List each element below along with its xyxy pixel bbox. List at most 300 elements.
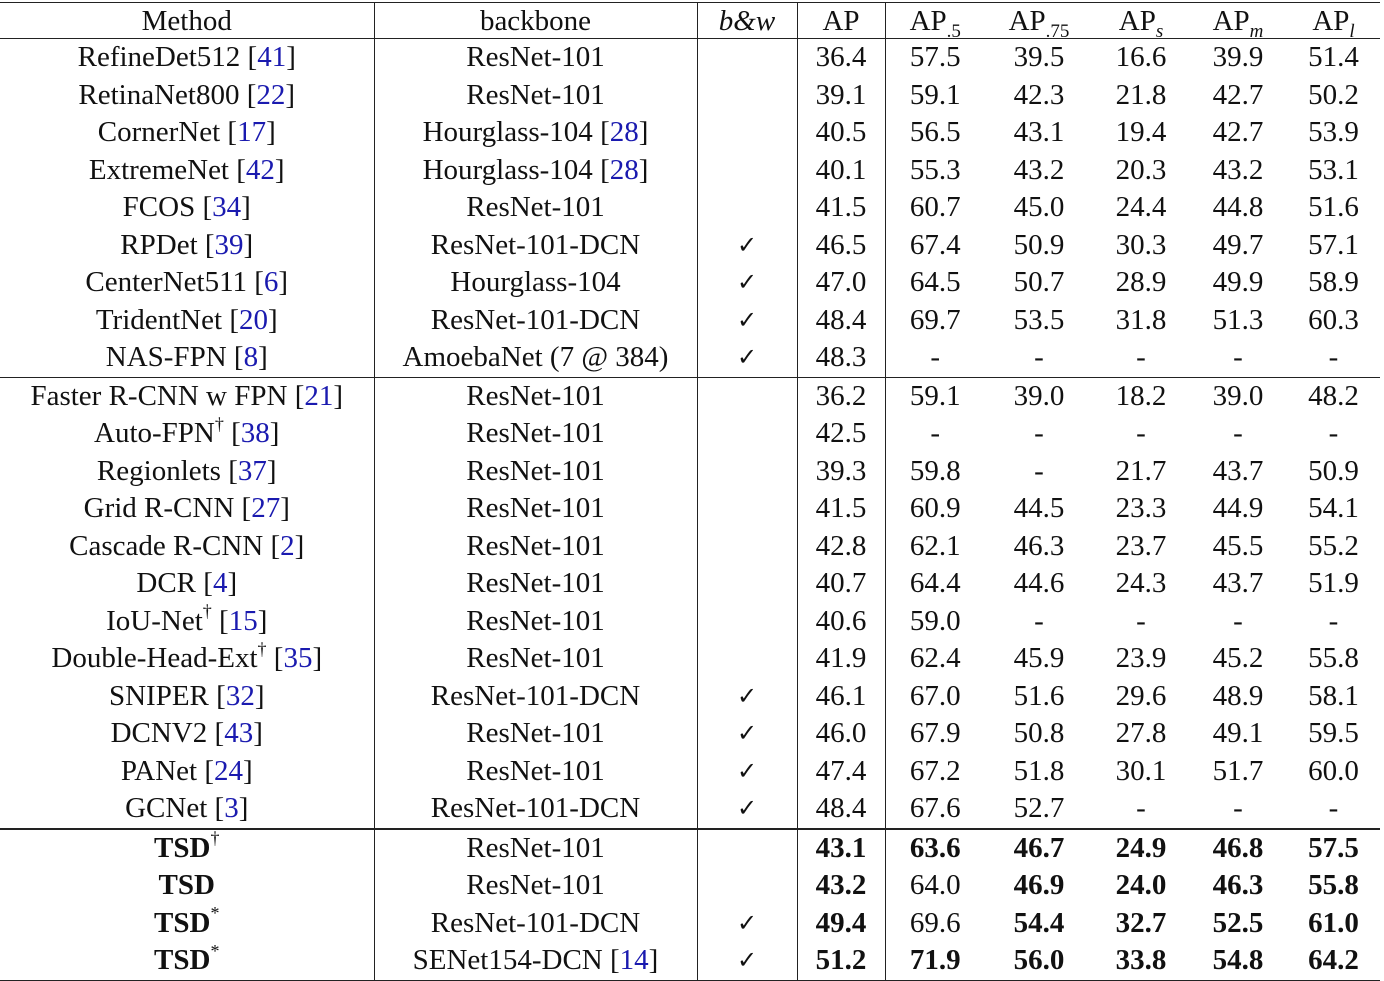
aps-value: -: [1136, 341, 1146, 374]
backbone-cell: AmoebaNet (7 @ 384): [374, 339, 697, 377]
table-row: [0, 678, 1380, 716]
method-name: GCNet: [125, 792, 208, 825]
backbone-cell: ResNet-101-DCN: [374, 905, 697, 943]
backbone-cell: ResNet-101-DCN: [374, 678, 697, 716]
aps-value: 31.8: [1115, 303, 1167, 336]
ap75-value: 45.0: [1013, 191, 1065, 224]
apm-value: -: [1233, 792, 1243, 825]
backbone-cell: ResNet-101: [374, 829, 697, 868]
apm-value: -: [1233, 604, 1243, 637]
method-name: TSD: [154, 906, 211, 939]
method-cell: RPDet [39]: [0, 227, 374, 265]
ap-value: 36.2: [797, 377, 885, 415]
table-row: [0, 189, 1380, 227]
ap75-value: 46.3: [1013, 529, 1065, 562]
ap-value: 46.5: [797, 227, 885, 265]
table-row: [0, 339, 1380, 377]
ap-value: 48.4: [797, 302, 885, 340]
ap-value: 51.2: [797, 942, 885, 980]
ap-value: 48.4: [797, 790, 885, 829]
ap-value: 39.1: [797, 77, 885, 115]
citation-link[interactable]: 22: [256, 78, 286, 111]
method-name: NAS-FPN: [105, 341, 227, 374]
citation-link[interactable]: 15: [228, 604, 258, 637]
citation-link[interactable]: 39: [214, 228, 244, 261]
bw-check-icon: [697, 565, 797, 603]
ap-value: 40.1: [797, 152, 885, 190]
method-name: DCR: [136, 567, 197, 600]
ap75-value: 56.0: [985, 942, 1093, 980]
aps-value: 30.3: [1115, 228, 1167, 261]
citation-link[interactable]: 37: [237, 454, 267, 487]
ap5-value: 60.9: [909, 492, 961, 525]
ap5-value: 64.4: [909, 567, 961, 600]
ap-value: 41.9: [797, 640, 885, 678]
backbone-cell: ResNet-101: [374, 189, 697, 227]
ap75-value: 39.5: [1013, 41, 1065, 74]
ap5-value: 67.6: [909, 792, 961, 825]
ap75-value: 50.9: [1013, 228, 1065, 261]
citation-link[interactable]: 41: [257, 41, 287, 74]
table-row: [0, 715, 1380, 753]
bw-check-icon: ✓: [697, 678, 797, 716]
table-row: [0, 377, 1380, 415]
apl-value: -: [1328, 341, 1339, 374]
header-backbone: backbone: [374, 3, 697, 39]
bw-check-icon: [697, 603, 797, 641]
ap75-value: 50.8: [1013, 717, 1065, 750]
ap5-value: 69.6: [909, 906, 961, 939]
method-marker: †: [202, 601, 212, 622]
method-name: SNIPER: [108, 679, 209, 712]
method-name: Double-Head-Ext: [51, 642, 258, 675]
ap-value: 46.1: [797, 678, 885, 716]
method-cell: GCNet [3]: [0, 790, 374, 829]
apm-value: 45.5: [1212, 529, 1264, 562]
apl-value: 57.1: [1308, 228, 1359, 261]
aps-value: 24.0: [1115, 869, 1167, 902]
method-cell: SNIPER [32]: [0, 678, 374, 716]
ap-value: 41.5: [797, 490, 885, 528]
aps-value: -: [1136, 604, 1146, 637]
apm-value: 39.9: [1212, 41, 1264, 74]
apl-value: 51.9: [1308, 567, 1359, 600]
apm-value: 46.3: [1212, 869, 1264, 902]
apl-value: 55.8: [1308, 869, 1359, 902]
method-cell: Auto-FPN† [38]: [0, 415, 374, 453]
backbone-cell: ResNet-101-DCN: [374, 302, 697, 340]
ap5-value: 59.0: [909, 604, 961, 637]
ap5-value: 71.9: [885, 942, 985, 980]
bw-check-icon: [697, 453, 797, 491]
apm-value: 49.7: [1212, 228, 1264, 261]
ap75-value: 44.5: [1013, 492, 1065, 525]
bw-check-icon: [697, 39, 797, 77]
apm-value: -: [1233, 417, 1243, 450]
backbone-cell: ResNet-101: [374, 528, 697, 566]
ap5-value: 57.5: [909, 41, 961, 74]
ap5-value: 62.1: [909, 529, 961, 562]
method-name: ExtremeNet: [88, 153, 229, 186]
bw-check-icon: [697, 829, 797, 868]
aps-value: 16.6: [1115, 41, 1167, 74]
backbone-cell: ResNet-101: [374, 77, 697, 115]
ap75-value: 39.0: [985, 377, 1093, 415]
table-row: [0, 603, 1380, 641]
method-cell: FCOS [34]: [0, 189, 374, 227]
apm-value: 43.7: [1212, 567, 1264, 600]
method-cell: [0, 867, 374, 905]
apm-value: 39.0: [1189, 377, 1287, 415]
header-apm: $AP_m$: [1189, 3, 1287, 39]
apm-value: 45.2: [1212, 642, 1264, 675]
ap75-value: 45.9: [1013, 642, 1065, 675]
method-cell: PANet [24]: [0, 753, 374, 791]
table-row: [0, 640, 1380, 678]
method-cell: [0, 942, 374, 980]
backbone-cell: ResNet-101: [374, 640, 697, 678]
ap-value: 42.8: [797, 528, 885, 566]
apm-value: 44.8: [1212, 191, 1264, 224]
backbone-cell: ResNet-101: [374, 377, 697, 415]
ap75-value: 53.5: [1013, 303, 1065, 336]
ap-value: 40.6: [797, 603, 885, 641]
backbone-cell: ResNet-101: [374, 415, 697, 453]
method-marker: †: [257, 638, 267, 659]
aps-value: 29.6: [1115, 679, 1167, 712]
header-ap5: $AP_{.5}$: [885, 3, 985, 39]
backbone-cell: ResNet-101: [374, 603, 697, 641]
citation-link[interactable]: 34: [212, 191, 242, 224]
citation-link[interactable]: 28: [609, 153, 639, 186]
table-row: [0, 528, 1380, 566]
ap5-value: 64.5: [909, 266, 961, 299]
backbone-cell: ResNet-101: [374, 453, 697, 491]
ap75-value: 52.7: [1013, 792, 1065, 825]
citation-link[interactable]: 38: [240, 417, 270, 450]
ap5-value: 67.4: [909, 228, 961, 261]
method-name: TSD: [158, 869, 215, 902]
apl-value: 48.2: [1287, 377, 1380, 415]
apl-value: 58.9: [1308, 266, 1359, 299]
ap-value: 48.3: [797, 339, 885, 377]
ap75-value: -: [1034, 604, 1044, 637]
method-marker: *: [210, 940, 220, 961]
apm-value: 43.7: [1212, 454, 1264, 487]
citation-link[interactable]: 42: [245, 153, 275, 186]
apl-value: 54.1: [1308, 492, 1359, 525]
bw-check-icon: ✓: [697, 715, 797, 753]
bw-check-icon: ✓: [697, 264, 797, 302]
citation-link[interactable]: 43: [224, 717, 254, 750]
aps-value: 21.8: [1115, 78, 1167, 111]
ap5-value: -: [930, 417, 941, 450]
aps-value: 18.2: [1093, 377, 1189, 415]
table-row: [0, 114, 1380, 152]
bw-check-icon: [697, 528, 797, 566]
method-name: RetinaNet800: [78, 78, 240, 111]
apl-value: 51.4: [1308, 41, 1359, 74]
bw-check-icon: [697, 114, 797, 152]
citation-link[interactable]: 4: [212, 567, 228, 600]
table-body: [0, 39, 1380, 981]
backbone-cell: Hourglass-104 [28]: [374, 114, 697, 152]
ap5-value: 59.1: [885, 377, 985, 415]
table-row: [0, 490, 1380, 528]
bw-check-icon: [697, 415, 797, 453]
apm-value: 51.3: [1212, 303, 1264, 336]
backbone-cell: ResNet-101: [374, 39, 697, 77]
apl-value: 55.2: [1308, 529, 1359, 562]
method-name: RefineDet512: [77, 41, 241, 74]
table-row: [0, 302, 1380, 340]
apm-value: 42.7: [1212, 78, 1264, 111]
bw-check-icon: [697, 490, 797, 528]
citation-link[interactable]: 6: [263, 266, 279, 299]
apl-value: -: [1328, 417, 1339, 450]
table-header: [0, 3, 1380, 42]
aps-value: 21.7: [1115, 454, 1167, 487]
table-row: [0, 790, 1380, 829]
method-name: Faster R-CNN w FPN: [30, 379, 288, 412]
aps-value: 23.9: [1115, 642, 1167, 675]
table-row: [0, 753, 1380, 791]
ap5-value: -: [930, 341, 941, 374]
method-cell: DCNV2 [43]: [0, 715, 374, 753]
table-row: [0, 39, 1380, 77]
method-name: Auto-FPN: [94, 417, 215, 450]
ap-value: 42.5: [797, 415, 885, 453]
aps-value: 19.4: [1115, 116, 1167, 149]
backbone-cell: ResNet-101: [374, 867, 697, 905]
apl-value: 60.3: [1308, 303, 1359, 336]
table-row: [0, 227, 1380, 265]
citation-link[interactable]: 24: [214, 754, 244, 787]
ap-value: 47.4: [797, 753, 885, 791]
ap5-value: 60.7: [909, 191, 961, 224]
header-apl: $AP_l$: [1287, 3, 1380, 39]
method-cell: RetinaNet800 [22]: [0, 77, 374, 115]
ap-value: 43.2: [797, 867, 885, 905]
method-name: PANet: [120, 754, 198, 787]
citation-link[interactable]: 14: [619, 944, 649, 977]
method-cell: Grid R-CNN [27]: [0, 490, 374, 528]
bw-check-icon: [697, 640, 797, 678]
citation-link[interactable]: 2: [280, 529, 295, 562]
ap-value: 41.5: [797, 189, 885, 227]
citation-link[interactable]: 20: [238, 303, 268, 336]
bw-check-icon: [697, 152, 797, 190]
aps-value: 32.7: [1115, 906, 1167, 939]
backbone-cell: ResNet-101: [374, 715, 697, 753]
method-name: TSD: [154, 831, 211, 864]
ap75-value: 42.3: [1013, 78, 1065, 111]
bw-check-icon: ✓: [697, 227, 797, 265]
ap-value: 36.4: [797, 39, 885, 77]
method-cell: Faster R-CNN w FPN [21]: [0, 377, 374, 415]
table-row: [0, 264, 1380, 302]
method-cell: RefineDet512 [41]: [0, 39, 374, 77]
ap-value: 40.5: [797, 114, 885, 152]
table-row: [0, 453, 1380, 491]
citation-link[interactable]: 8: [243, 341, 259, 374]
table-row: [0, 415, 1380, 453]
bw-check-icon: [697, 377, 797, 415]
ap-value: 43.1: [797, 829, 885, 868]
method-name: CornerNet: [97, 116, 221, 149]
ap5-value: 67.0: [909, 679, 961, 712]
method-marker: †: [214, 413, 224, 434]
ap5-value: 56.5: [909, 116, 961, 149]
apl-value: 58.1: [1308, 679, 1359, 712]
citation-link[interactable]: 21: [304, 379, 334, 412]
backbone-cell: ResNet-101: [374, 490, 697, 528]
method-cell: Regionlets [37]: [0, 453, 374, 491]
ap75-value: -: [1034, 454, 1044, 487]
method-cell: CenterNet511 [6]: [0, 264, 374, 302]
method-cell: DCR [4]: [0, 565, 374, 603]
comparison-table: [0, 2, 1380, 981]
apl-value: 50.2: [1308, 78, 1359, 111]
method-cell: CornerNet [17]: [0, 114, 374, 152]
ap5-value: 63.6: [885, 829, 985, 868]
ap5-value: 55.3: [909, 153, 961, 186]
apm-value: 54.8: [1189, 942, 1287, 980]
table-row: [0, 867, 1380, 905]
method-cell: Cascade R-CNN [2]: [0, 528, 374, 566]
bw-check-icon: [697, 189, 797, 227]
backbone-cell: ResNet-101-DCN: [374, 227, 697, 265]
apl-value: 64.2: [1287, 942, 1380, 980]
bw-check-icon: ✓: [697, 942, 797, 980]
ap75-value: 44.6: [1013, 567, 1065, 600]
ap75-value: 51.8: [1013, 754, 1065, 787]
bw-check-icon: ✓: [697, 339, 797, 377]
ap-value: 47.0: [797, 264, 885, 302]
apm-value: 48.9: [1212, 679, 1264, 712]
citation-link[interactable]: 27: [251, 492, 281, 525]
apl-value: 60.0: [1308, 754, 1359, 787]
method-name: Regionlets: [96, 454, 221, 487]
table-row: [0, 905, 1380, 943]
apm-value: 49.9: [1212, 266, 1264, 299]
aps-value: 30.1: [1115, 754, 1167, 787]
apm-value: 46.8: [1189, 829, 1287, 868]
method-name: CenterNet511: [85, 266, 247, 299]
bw-check-icon: ✓: [697, 790, 797, 829]
ap75-value: 50.7: [1013, 266, 1065, 299]
ap5-value: 69.7: [909, 303, 961, 336]
ap5-value: 59.1: [909, 78, 961, 111]
table-row: [0, 565, 1380, 603]
aps-value: 20.3: [1115, 153, 1167, 186]
aps-value: 23.3: [1115, 492, 1167, 525]
aps-value: -: [1136, 417, 1146, 450]
apl-value: -: [1328, 604, 1339, 637]
ap-value: 40.7: [797, 565, 885, 603]
ap75-value: 46.7: [985, 829, 1093, 868]
ap75-value: -: [1034, 417, 1044, 450]
bw-check-icon: [697, 867, 797, 905]
method-cell: [0, 905, 374, 943]
apm-value: 52.5: [1212, 906, 1264, 939]
apm-value: 44.9: [1212, 492, 1264, 525]
method-marker: *: [210, 903, 220, 924]
backbone-cell: SENet154-DCN [14]: [374, 942, 697, 980]
aps-value: 24.9: [1093, 829, 1189, 868]
backbone-cell: Hourglass-104 [28]: [374, 152, 697, 190]
bw-check-icon: ✓: [697, 302, 797, 340]
backbone-cell: ResNet-101: [374, 753, 697, 791]
apm-value: -: [1233, 341, 1243, 374]
apl-value: 51.6: [1308, 191, 1359, 224]
apm-value: 49.1: [1212, 717, 1264, 750]
method-cell: TridentNet [20]: [0, 302, 374, 340]
method-name: RPDet: [120, 228, 198, 261]
table-row: [0, 829, 1380, 868]
aps-value: 24.4: [1115, 191, 1167, 224]
apm-value: 42.7: [1212, 116, 1264, 149]
method-name: Cascade R-CNN: [69, 529, 264, 562]
apl-value: 53.1: [1308, 153, 1359, 186]
ap75-value: 54.4: [1013, 906, 1065, 939]
table-row: [0, 942, 1380, 980]
table-row: [0, 152, 1380, 190]
aps-value: 24.3: [1115, 567, 1167, 600]
aps-value: 33.8: [1093, 942, 1189, 980]
method-cell: [0, 829, 374, 868]
backbone-cell: ResNet-101: [374, 565, 697, 603]
method-name: FCOS: [122, 191, 196, 224]
ap75-value: 43.2: [1013, 153, 1065, 186]
citation-link[interactable]: 35: [283, 642, 313, 675]
method-cell: ExtremeNet [42]: [0, 152, 374, 190]
ap5-value: 64.0: [909, 869, 961, 902]
header-ap75: $AP_{.75}$: [985, 3, 1093, 39]
header-ap: AP: [797, 3, 885, 39]
apl-value: 50.9: [1308, 454, 1359, 487]
ap5-value: 62.4: [909, 642, 961, 675]
ap75-value: 51.6: [1013, 679, 1065, 712]
method-cell: NAS-FPN [8]: [0, 339, 374, 377]
ap5-value: 59.8: [909, 454, 961, 487]
method-name: TridentNet: [95, 303, 223, 336]
apm-value: 43.2: [1212, 153, 1264, 186]
apl-value: 55.8: [1308, 642, 1359, 675]
backbone-cell: Hourglass-104: [374, 264, 697, 302]
bw-check-icon: [697, 77, 797, 115]
aps-value: -: [1136, 792, 1146, 825]
citation-link[interactable]: 17: [237, 116, 267, 149]
header-bw: b&w: [697, 3, 797, 39]
method-cell: Double-Head-Ext† [35]: [0, 640, 374, 678]
table-row: [0, 77, 1380, 115]
ap-value: 46.0: [797, 715, 885, 753]
aps-value: 23.7: [1115, 529, 1167, 562]
method-name: TSD: [154, 944, 211, 977]
backbone-cell: ResNet-101-DCN: [374, 790, 697, 829]
apl-value: 61.0: [1308, 906, 1359, 939]
bw-check-icon: ✓: [697, 753, 797, 791]
method-name: DCNV2: [110, 717, 208, 750]
ap75-value: 43.1: [1013, 116, 1065, 149]
ap75-value: 46.9: [1013, 869, 1065, 902]
header-aps: $AP_s$: [1093, 3, 1189, 39]
citation-link[interactable]: 3: [224, 792, 239, 825]
citation-link[interactable]: 28: [609, 116, 639, 149]
apl-value: 57.5: [1287, 829, 1380, 868]
citation-link[interactable]: 32: [225, 679, 255, 712]
